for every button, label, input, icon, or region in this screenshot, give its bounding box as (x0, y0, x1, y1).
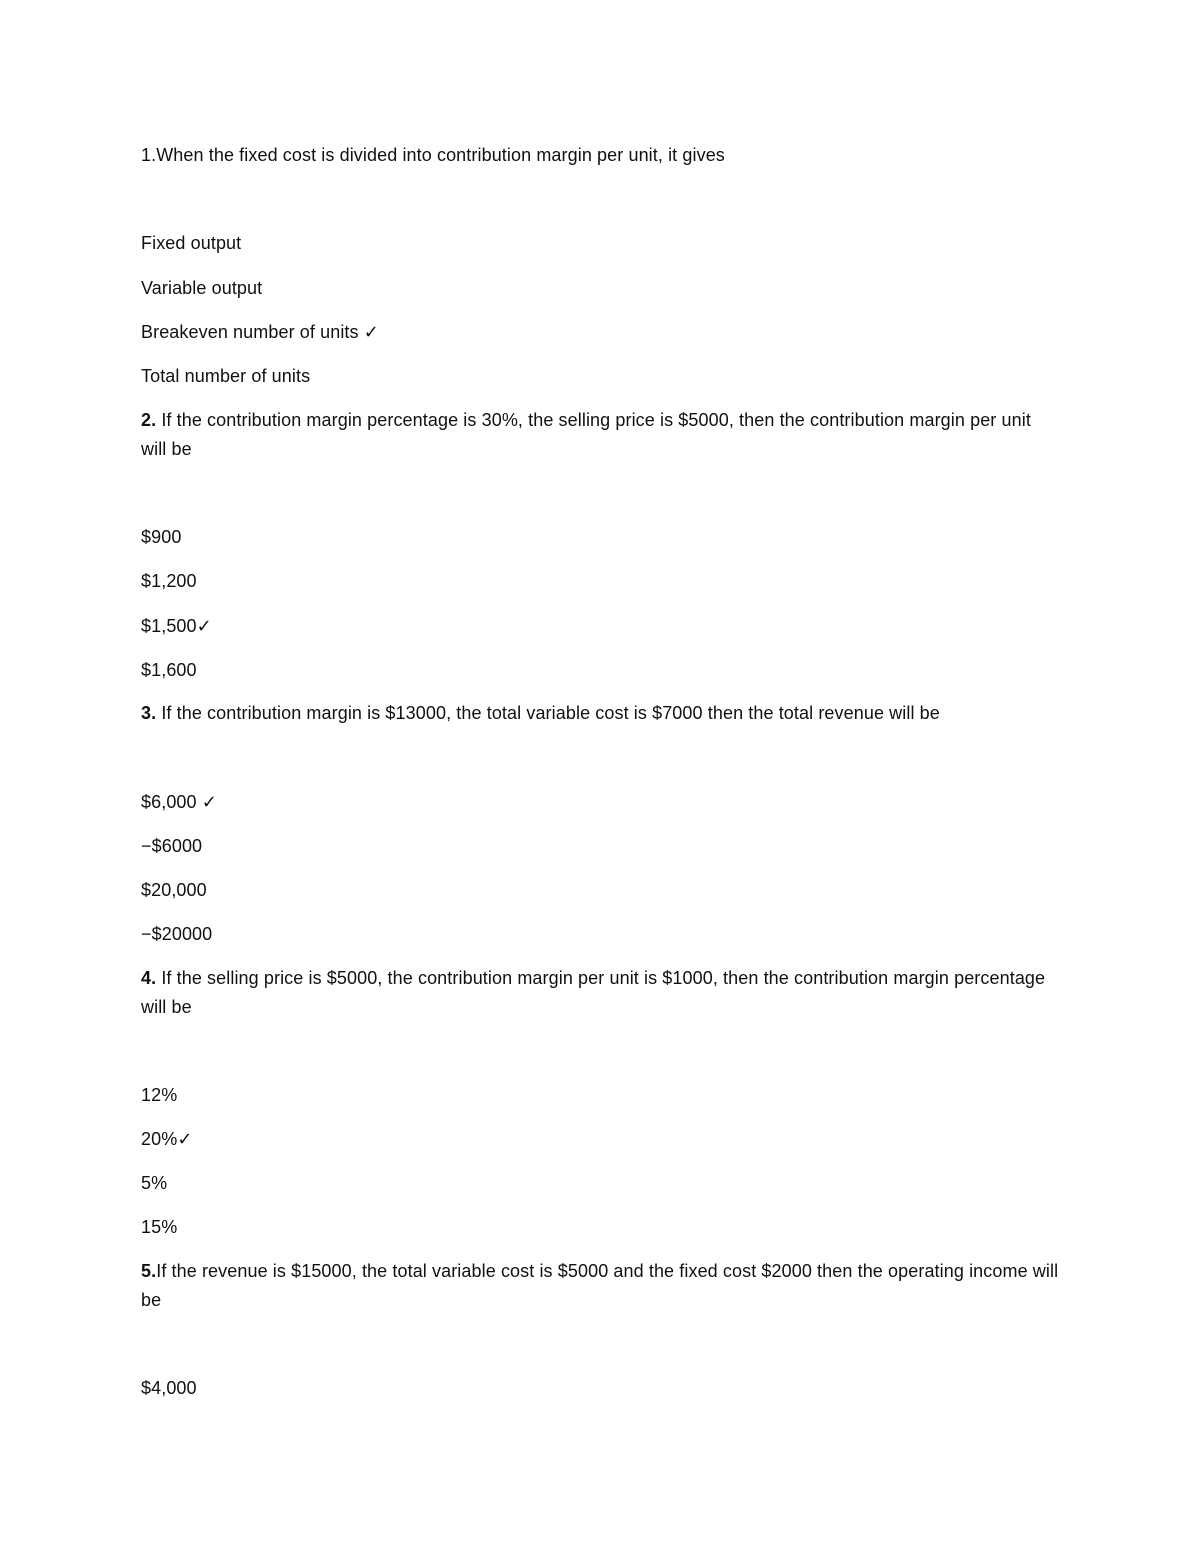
question-3-option-a: $6,000 ✓ (141, 792, 217, 812)
question-4-number: 4. (141, 968, 157, 988)
question-2 (141, 406, 1061, 464)
question-4-option-c: 5% (141, 1173, 168, 1193)
question-1-number: 1. (141, 145, 157, 165)
question-2-option-a: $900 (141, 527, 182, 547)
question-1-text: When the fixed cost is divided into contribution margin per unit, it gives (156, 145, 725, 165)
question-3-text: If the contribution margin is $13000, the total variable cost is $7000 then the total revenue will be (156, 703, 940, 723)
question-4-option-b: 20%✓ (141, 1129, 193, 1149)
question-2-text: If the contribution margin percentage is 30%, the selling price is $5000, then the contribution margin per unit will be (141, 410, 1031, 459)
question-1-option-b: Variable output (141, 278, 263, 298)
question-1 (141, 141, 1061, 170)
question-4 (141, 964, 1061, 1022)
question-2-option-b: $1,200 (141, 571, 197, 591)
question-4-option-d: 15% (141, 1217, 178, 1237)
question-1-option-d: Total number of units (141, 366, 311, 386)
question-3-option-b: −$6000 (141, 836, 203, 856)
question-4-option-a: 12% (141, 1085, 178, 1105)
question-3 (141, 699, 1061, 728)
question-1-option-c: Breakeven number of units ✓ (141, 322, 379, 342)
question-2-option-d: $1,600 (141, 660, 197, 680)
question-1-option-a: Fixed output (141, 233, 242, 253)
question-5-number: 5. (141, 1261, 157, 1281)
question-3-number: 3. (141, 703, 157, 723)
question-2-number: 2. (141, 410, 157, 430)
question-2-option-c: $1,500✓ (141, 616, 212, 636)
question-5-option-a: $4,000 (141, 1378, 197, 1398)
question-5-text: If the revenue is $15000, the total variable cost is $5000 and the fixed cost $2000 then the operating income will be (141, 1261, 1059, 1310)
question-4-text: If the selling price is $5000, the contribution margin per unit is $1000, then the contribution margin percentage will be (141, 968, 1046, 1017)
question-3-option-c: $20,000 (141, 880, 207, 900)
question-3-option-d: −$20000 (141, 924, 213, 944)
question-5 (141, 1257, 1061, 1315)
